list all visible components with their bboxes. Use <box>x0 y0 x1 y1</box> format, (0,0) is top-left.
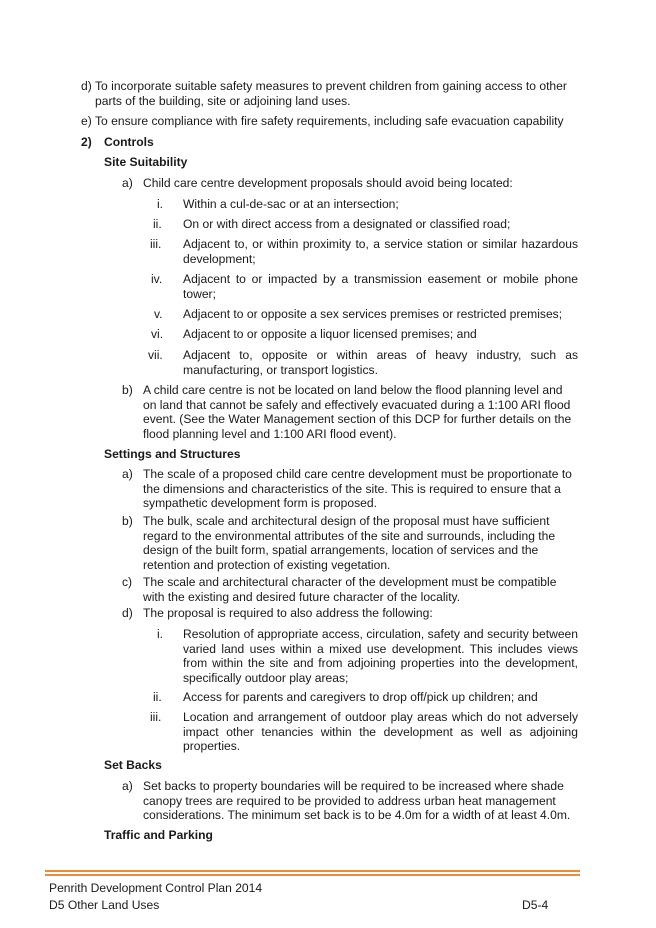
list-label: b) <box>122 514 133 528</box>
list-label: a) <box>122 467 133 481</box>
list-item: Access for parents and caregivers to drop off/pick up children; and <box>183 690 538 704</box>
list-item: Resolution of appropriate access, circulation, safety and security between varied land uses within a mixed use development. This includes views from within the site and from adjoining properties into the development, specifically outdoor play areas; <box>183 627 578 685</box>
list-label: vii. <box>148 348 163 362</box>
list-item: Adjacent to or opposite a sex services premises or restricted premises; <box>183 307 563 321</box>
list-item: Location and arrangement of outdoor play areas which do not adversely impact other tenancies within the development as well as adjoining properties. <box>183 710 578 754</box>
list-item: Within a cul-de-sac or at an intersection; <box>183 197 399 211</box>
list-label: iv. <box>151 272 163 286</box>
list-label: i. <box>157 627 164 641</box>
paragraph: The bulk, scale and architectural design of the proposal must have sufficient regard to the environmental attributes of the site and surrounds, including the design of the built form, spatial arrangements, location of services and the retention and protection of existing vegetation. <box>143 514 556 572</box>
list-label: d) <box>122 606 133 620</box>
paragraph: The scale of a proposed child care centre development must be proportionate to the dimensions and characteristics of the site. This is required to ensure that a sympathetic development form is proposed. <box>143 467 572 511</box>
subsection-heading: Set Backs <box>104 758 162 772</box>
footer-divider <box>45 870 580 872</box>
list-label: a) <box>122 779 133 793</box>
paragraph: The scale and architectural character of the development must be compatible with the existing and desired future character of the locality. <box>143 575 557 604</box>
list-label: e) <box>81 114 92 128</box>
list-label: i. <box>157 197 164 211</box>
list-label: iii. <box>150 237 162 251</box>
list-label: iii. <box>150 710 162 724</box>
subsection-heading: Site Suitability <box>104 155 188 169</box>
list-label: a) <box>122 176 133 190</box>
paragraph: A child care centre is not be located on land below the flood planning level and on land that cannot be safely and effectively evacuated during a 1:100 ARI flood event. (See the Water Management section of this DCP for further details on the flood planning level and 1:100 ARI flood event). <box>143 383 572 441</box>
list-item: Adjacent to, opposite or within areas of heavy industry, such as manufacturing, or transport logistics. <box>183 348 578 377</box>
list-item: Adjacent to or impacted by a transmission easement or mobile phone tower; <box>183 272 578 301</box>
list-label: vi. <box>151 327 164 341</box>
list-label: b) <box>122 383 133 397</box>
paragraph: Set backs to property boundaries will be required to be increased where shade canopy trees are required to be provided to address urban heat management considerations. The minimum set back is to be 4.0m for a width of at least 4.0m. <box>143 779 571 823</box>
list-item: Adjacent to or opposite a liquor licensed premises; and <box>183 327 477 341</box>
subsection-heading: Traffic and Parking <box>104 828 213 842</box>
list-label: d) <box>81 79 92 93</box>
page-number: D5-4 <box>522 898 549 912</box>
paragraph: To ensure compliance with fire safety requirements, including safe evacuation capability <box>95 114 564 128</box>
footer-document-title: Penrith Development Control Plan 2014 <box>49 881 263 895</box>
list-label: v. <box>154 307 163 321</box>
list-label: c) <box>122 575 133 589</box>
paragraph: To incorporate suitable safety measures to prevent children from gaining access to other parts of the building, site or adjoining land uses. <box>95 79 567 108</box>
section-title: Controls <box>104 135 154 149</box>
subsection-heading: Settings and Structures <box>104 447 241 461</box>
footer-divider <box>45 874 580 876</box>
footer-section-title: D5 Other Land Uses <box>49 898 160 912</box>
list-label: ii. <box>153 690 162 704</box>
paragraph: Child care centre development proposals should avoid being located: <box>143 176 513 190</box>
list-item: On or with direct access from a designated or classified road; <box>183 217 511 231</box>
section-number: 2) <box>81 135 92 149</box>
paragraph: The proposal is required to also address the following: <box>143 606 433 620</box>
list-label: ii. <box>153 217 162 231</box>
list-item: Adjacent to, or within proximity to, a service station or similar hazardous development; <box>183 237 578 266</box>
